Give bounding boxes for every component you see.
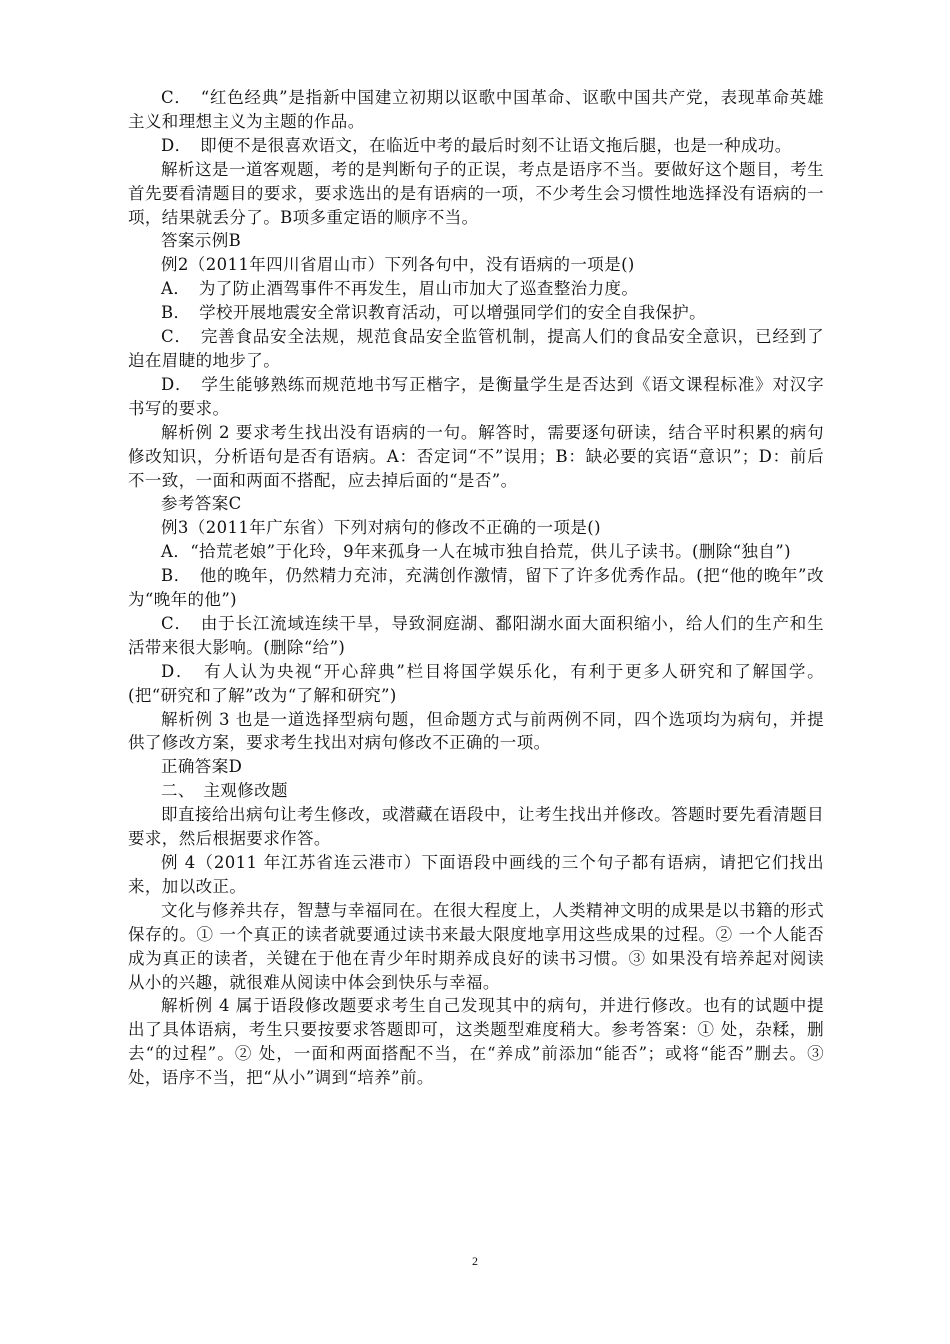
paragraph-example-2-option-b: B． 学校开展地震安全常识教育活动，可以增强同学们的安全自我保护。 (161, 303, 707, 323)
paragraph-example-3-option-d: D． 有人认为央视“开心辞典”栏目将国学娱乐化，有利于更多人研究和了解国学。(把“研究和了解”改为“了解和研究”) (128, 661, 824, 705)
paragraph-example-3-question: 例3（2011年广东省）下列对病句的修改不正确的一项是() (161, 518, 601, 538)
paragraph-analysis-example-4: 解析例 4 属于语段修改题要求考生自己发现其中的病句，并进行修改。也有的试题中提出了具体语病，考生只要按要求答题即可，这类题型难度稍大。参考答案：① 处，杂糅，删去“的过程”。② 处，一面和两面搭配不当，在“养成”前添加“能否”；或将“能否”删去。③ 处，语序不当，把“从小”调到“培养”前。 (128, 996, 824, 1088)
paragraph-example-4-question: 例 4（2011 年江苏省连云港市）下面语段中画线的三个句子都有语病，请把它们找出来，加以改正。 (128, 853, 824, 896)
paragraph-answer-example-1: 答案示例B (161, 231, 242, 251)
paragraph-analysis-example-2: 解析例 2 要求考生找出没有语病的一句。解答时，需要逐句研读，结合平时积累的病句修改知识，分析语句是否有语病。A：否定词“不”误用；B：缺必要的宾语“意识”；D：前后不一致，一面和两面不搭配，应去掉后面的“是否”。 (128, 422, 824, 490)
paragraph-option-c-red-classics: C． “红色经典”是指新中国建立初期以讴歌中国革命、讴歌中国共产党，表现革命英雄主义和理想主义为主题的作品。 (128, 88, 824, 131)
paragraph-answer-example-2: 参考答案C (161, 494, 242, 514)
paragraph-example-3-option-b: B． 他的晚年，仍然精力充沛，充满创作激情，留下了许多优秀作品。(把“他的晚年”改为“晚年的他”) (128, 566, 824, 610)
paragraph-example-2-option-c: C． 完善食品安全法规，规范食品安全监管机制，提高人们的食品安全意识，已经到了迫在眉睫的地步了。 (128, 327, 824, 370)
page-number: 2 (472, 1254, 478, 1268)
paragraph-example-2-option-d: D． 学生能够熟练而规范地书写正楷字，是衡量学生是否达到《语文课程标准》对汉字书写的要求。 (128, 374, 824, 418)
paragraph-example-4-passage: 文化与修养共存，智慧与幸福同在。在很大程度上，人类精神文明的成果是以书籍的形式保存的。① 一个真正的读者就要通过读书来最大限度地享用这些成果的过程。② 一个人能否成为真正的读者，关键在于他在青少年时期养成良好的读书习惯。③ 如果没有培养起对阅读从小的兴趣，就很难从阅读中体会到快乐与幸福。 (128, 900, 824, 992)
paragraph-example-3-option-a: A．“拾荒老娘”于化玲，9年来孤身一人在城市独自拾荒，供儿子读书。(删除“独自”) (161, 542, 791, 562)
paragraph-example-3-option-c: C． 由于长江流域连续干旱，导致洞庭湖、鄱阳湖水面大面积缩小，给人们的生产和生活带来很大影响。(删除“给”) (128, 613, 824, 657)
paragraph-answer-example-3: 正确答案D (161, 757, 243, 777)
paragraph-example-2-question: 例2（2011年四川省眉山市）下列各句中，没有语病的一项是() (161, 255, 635, 275)
paragraph-analysis-example-1: 解析这是一道客观题，考的是判断句子的正误，考点是语序不当。要做好这个题目，考生首先要看清题目的要求，要求选出的是有语病的一项，不少考生会习惯性地选择没有语病的一项，结果就丢分了。B项多重定语的顺序不当。 (128, 159, 824, 227)
section-heading-subjective: 二、 主观修改题 (161, 781, 288, 801)
body-text (128, 86, 824, 1090)
paragraph-subjective-intro: 即直接给出病句让考生修改，或潜藏在语段中，让考生找出并修改。答题时要先看清题目要求，然后根据要求作答。 (128, 805, 824, 849)
paragraph-analysis-example-3: 解析例 3 也是一道选择型病句题，但命题方式与前两例不同，四个选项均为病句，并提供了修改方案，要求考生找出对病句修改不正确的一项。 (128, 709, 824, 753)
paragraph-example-2-option-a: A． 为了防止酒驾事件不再发生，眉山市加大了巡查整治力度。 (161, 279, 639, 299)
paragraph-option-d-chinese-exam: D． 即便不是很喜欢语文，在临近中考的最后时刻不让语文拖后腿，也是一种成功。 (161, 135, 792, 155)
